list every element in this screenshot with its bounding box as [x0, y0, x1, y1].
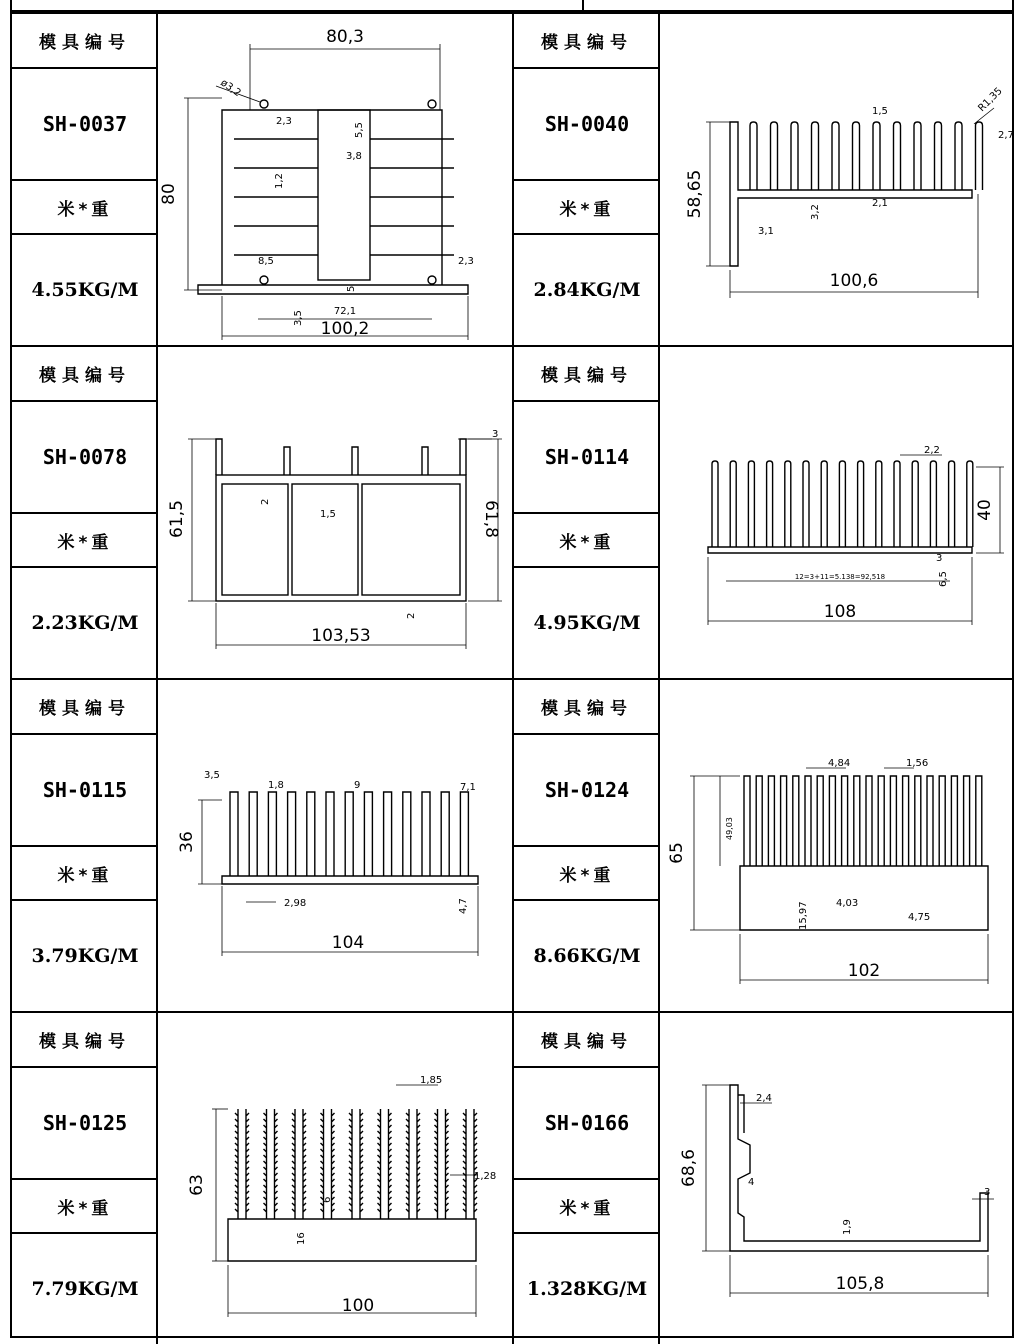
weight-label: 米*重: [514, 181, 660, 235]
dim-d2: 1,28: [474, 1171, 497, 1182]
heatsink-fin: [781, 776, 787, 866]
heatsink-fin: [326, 792, 334, 876]
dim-d1: 2,2: [924, 445, 940, 456]
sh-0125-profile-svg: [158, 1013, 512, 1338]
heatsink-fin: [422, 792, 430, 876]
weight-value: 4.95KG/M: [533, 612, 641, 634]
dim-height: 80: [159, 183, 179, 205]
heatsink-fin: [964, 776, 970, 866]
dim-d3: 3: [984, 1187, 991, 1198]
dim-d1: 1,5: [872, 106, 888, 117]
heatsink-fin: [803, 461, 809, 547]
dim-d5: 3,1: [758, 226, 774, 237]
catalog-row-1: [12, 14, 1012, 345]
heatsink-fin: [288, 792, 296, 876]
dim-d1: 3,5: [204, 770, 220, 781]
heatsink-fin: [821, 461, 827, 547]
mold-number-label: 模具编号: [12, 1013, 158, 1068]
heatsink-fin: [791, 122, 798, 190]
sh-0114-profile-svg: [660, 347, 1012, 678]
dim-d4: 1,9: [842, 1219, 853, 1235]
weight-value: 2.84KG/M: [533, 279, 641, 301]
dim-d6: 4,7: [458, 898, 469, 914]
heatsink-fin: [805, 776, 811, 866]
weight-value: 2.23KG/M: [31, 612, 139, 634]
heatsink-fin: [235, 1109, 249, 1219]
product-info-sh-0115: [12, 680, 158, 1011]
mold-number-value: SH-0040: [514, 69, 660, 181]
heatsink-fin: [894, 122, 901, 190]
mold-number-value: SH-0166: [514, 1068, 660, 1180]
product-info-sh-0125: [12, 1013, 158, 1344]
dim-d7: 5: [346, 285, 357, 292]
dim-height: 58,65: [685, 169, 705, 219]
weight-value: 1.328KG/M: [526, 1278, 648, 1300]
heatsink-fin: [955, 122, 962, 190]
heatsink-fin: [832, 122, 839, 190]
dim-d3: 9: [354, 780, 361, 791]
profile-drawing-sh-0040: [660, 14, 1012, 345]
weight-label: 米*重: [514, 847, 660, 901]
dim-d4: 2: [406, 612, 417, 619]
heatsink-fin: [435, 1109, 449, 1219]
dim-d1: 2,3: [276, 116, 292, 127]
dim-height: 65: [667, 842, 687, 864]
heatsink-fin: [230, 792, 238, 876]
heatsink-fin: [712, 461, 718, 547]
dim-d6: 4,75: [908, 912, 931, 923]
heatsink-fin: [364, 792, 372, 876]
heatsink-fin: [730, 461, 736, 547]
heatsink-fin: [858, 461, 864, 547]
heatsink-fin: [812, 122, 819, 190]
heatsink-fin: [930, 461, 936, 547]
mold-number-value: SH-0037: [12, 69, 158, 181]
heatsink-fin: [384, 792, 392, 876]
heatsink-catalog-table: [10, 12, 1014, 1338]
catalog-row-3: [12, 680, 1012, 1011]
weight-label: 米*重: [12, 181, 158, 235]
product-info-sh-0114: [514, 347, 660, 678]
weight-value: 4.55KG/M: [31, 279, 139, 301]
dim-d6: 2,3: [458, 256, 474, 267]
product-info-sh-0037: [12, 14, 158, 345]
heatsink-fin: [873, 122, 880, 190]
heatsink-fin: [939, 776, 945, 866]
weight-label: 米*重: [514, 1180, 660, 1234]
dim-d5: 2,98: [284, 898, 307, 909]
profile-drawing-sh-0037: [158, 14, 514, 345]
mold-number-label: 模具编号: [12, 347, 158, 402]
dim-d8: 3,5: [293, 310, 304, 326]
dim-d4: 16: [296, 1232, 307, 1245]
heatsink-fin: [249, 792, 257, 876]
dim-d4: 1,2: [274, 173, 285, 189]
dim-d2: 4: [748, 1177, 755, 1188]
weight-label: 米*重: [12, 847, 158, 901]
dim-overall-width: 103,53: [311, 626, 371, 646]
sh-0124-profile-svg: [660, 680, 1012, 1011]
sh-0115-profile-svg: [158, 680, 512, 1011]
weight-label: 米*重: [12, 1180, 158, 1234]
heatsink-fin: [829, 776, 835, 866]
mold-number-value: SH-0115: [12, 735, 158, 847]
dim-overall-width: 100: [341, 1296, 375, 1316]
heatsink-fin: [842, 776, 848, 866]
heatsink-fin: [378, 1109, 392, 1219]
heatsink-fin: [441, 792, 449, 876]
weight-label: 米*重: [12, 514, 158, 568]
heatsink-fin: [771, 122, 778, 190]
dim-d4: 2,1: [872, 198, 888, 209]
dim-d4: 7,1: [460, 782, 476, 793]
heatsink-fin: [951, 776, 957, 866]
heatsink-fin: [915, 776, 921, 866]
mold-number-label: 模具编号: [12, 14, 158, 69]
heatsink-fin: [894, 461, 900, 547]
dim-height: 68,6: [679, 1149, 699, 1187]
profile-drawing-sh-0166: [660, 1013, 1012, 1344]
sh-0040-profile-svg: [660, 14, 1012, 345]
dim-d5: 4,03: [836, 898, 859, 909]
dim-overall-width: 104: [331, 933, 365, 953]
dim-d3: 6: [322, 1196, 333, 1203]
dim-height-left: 61,5: [167, 500, 187, 538]
heatsink-fin: [744, 776, 750, 866]
mold-number-label: 模具编号: [514, 347, 660, 402]
heatsink-fin: [307, 792, 315, 876]
heatsink-fin: [866, 776, 872, 866]
dim-d4: 15,97: [798, 901, 809, 930]
dim-overall-width: 102: [847, 961, 881, 981]
heatsink-fin: [890, 776, 896, 866]
mold-number-label: 模具编号: [514, 680, 660, 735]
top-strip: [10, 0, 1014, 12]
mold-number-label: 模具编号: [12, 680, 158, 735]
heatsink-fin: [292, 1109, 306, 1219]
heatsink-fin: [767, 461, 773, 547]
dim-height: 36: [177, 831, 197, 853]
heatsink-fin: [927, 776, 933, 866]
heatsink-fin: [935, 122, 942, 190]
product-info-sh-0040: [514, 14, 660, 345]
catalog-row-4: [12, 1013, 1012, 1344]
mold-number-value: SH-0125: [12, 1068, 158, 1180]
heatsink-fin: [460, 792, 468, 876]
dim-overall-width: 100,2: [320, 319, 370, 339]
dim-overall-width: 108: [823, 602, 857, 622]
sh-0166-profile-svg: [660, 1013, 1012, 1338]
dim-height: 63: [187, 1174, 207, 1196]
weight-label: 米*重: [514, 514, 660, 568]
profile-drawing-sh-0115: [158, 680, 514, 1011]
weight-value: 7.79KG/M: [31, 1278, 139, 1300]
heatsink-fin: [912, 461, 918, 547]
mold-number-value: SH-0114: [514, 402, 660, 514]
heatsink-fin: [345, 792, 353, 876]
product-info-sh-0166: [514, 1013, 660, 1344]
heatsink-fin: [967, 461, 973, 547]
product-info-sh-0078: [12, 347, 158, 678]
top-strip-divider: [582, 0, 584, 10]
sh-0037-profile-svg: [158, 14, 512, 345]
sh-0078-profile-svg: [158, 347, 512, 678]
dim-d2: 1,56: [906, 758, 929, 769]
heatsink-fin: [785, 461, 791, 547]
dim-height-right: 61,8: [481, 500, 501, 538]
heatsink-fin: [854, 776, 860, 866]
dim-d2: 5,5: [354, 122, 365, 138]
heatsink-fin: [349, 1109, 363, 1219]
profile-drawing-sh-0124: [660, 680, 1012, 1011]
dim-pitch-formula: 12=3+11=5.138=92,518: [794, 573, 886, 581]
heatsink-fin: [853, 122, 860, 190]
dim-d1: 2,4: [756, 1093, 772, 1104]
heatsink-fin: [903, 776, 909, 866]
profile-drawing-sh-0114: [660, 347, 1012, 678]
heatsink-fin: [748, 461, 754, 547]
dim-d2: 2: [260, 498, 271, 505]
heatsink-fin: [839, 461, 845, 547]
dim-d3: 6,5: [938, 571, 949, 587]
dim-overall-width: 105,8: [835, 1274, 885, 1294]
heatsink-fin: [949, 461, 955, 547]
heatsink-fin: [914, 122, 921, 190]
heatsink-fin: [463, 1109, 477, 1219]
dim-d2: 1,8: [268, 780, 284, 791]
dim-d3: 49,03: [725, 817, 734, 840]
dim-d1: 1,85: [420, 1075, 443, 1086]
heatsink-fin: [878, 776, 884, 866]
dim-d1: 3: [492, 429, 499, 440]
mold-number-label: 模具编号: [514, 14, 660, 69]
weight-value: 3.79KG/M: [31, 945, 139, 967]
dim-d5: 8,5: [258, 256, 274, 267]
dim-d3: 3,2: [810, 204, 821, 220]
dim-top-width: 80,3: [326, 27, 364, 47]
heatsink-fin: [976, 122, 983, 190]
heatsink-fin: [768, 776, 774, 866]
dim-d3: 1,5: [320, 509, 336, 520]
heatsink-fin: [817, 776, 823, 866]
dim-d3: 3,8: [346, 151, 362, 162]
heatsink-fin: [876, 461, 882, 547]
heatsink-fin: [793, 776, 799, 866]
dim-d2: 3: [936, 553, 943, 564]
heatsink-fin: [403, 792, 411, 876]
dim-d1: 4,84: [828, 758, 851, 769]
heatsink-fin: [406, 1109, 420, 1219]
heatsink-fin: [268, 792, 276, 876]
dim-radius: R1,35: [976, 85, 1005, 115]
heatsink-fin: [756, 776, 762, 866]
mold-number-value: SH-0124: [514, 735, 660, 847]
dim-hole: ø3,2: [218, 77, 243, 100]
heatsink-fin: [750, 122, 757, 190]
mold-number-value: SH-0078: [12, 402, 158, 514]
weight-value: 8.66KG/M: [533, 945, 641, 967]
profile-drawing-sh-0078: [158, 347, 514, 678]
dim-overall-width: 100,6: [829, 271, 879, 291]
profile-drawing-sh-0125: [158, 1013, 514, 1344]
dim-d9: 72,1: [333, 306, 357, 317]
catalog-row-2: [12, 347, 1012, 678]
product-info-sh-0124: [514, 680, 660, 1011]
dim-d2: 2,7: [998, 130, 1014, 141]
heatsink-fin: [264, 1109, 278, 1219]
dim-height: 40: [975, 499, 995, 521]
heatsink-fin: [976, 776, 982, 866]
mold-number-label: 模具编号: [514, 1013, 660, 1068]
